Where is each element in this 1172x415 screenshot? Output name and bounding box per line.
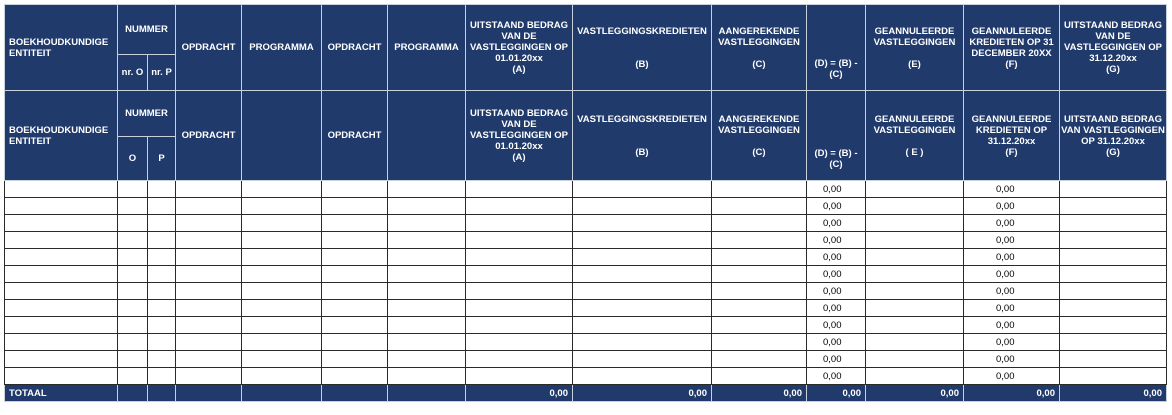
table-cell[interactable] (466, 300, 573, 317)
table-cell[interactable] (1060, 368, 1167, 385)
table-cell[interactable] (148, 351, 176, 368)
table-cell[interactable] (148, 368, 176, 385)
table-cell[interactable] (866, 351, 964, 368)
header2-col-g: UITSTAAND BEDRAG VAN VASTLEGGINGEN OP 31.12.20xx (G) (1060, 91, 1167, 181)
table-row (5, 283, 1167, 300)
header-col-e: GEANNULEERDE VASTLEGGINGEN (E) (866, 5, 964, 91)
header-col-g: UITSTAAND BEDRAG VAN DE VASTLEGGINGEN OP 31.12.20xx (G) (1060, 5, 1167, 91)
header-entity: BOEKHOUDKUNDIGE ENTITEIT (5, 5, 118, 91)
table-cell[interactable] (322, 300, 388, 317)
cell-f[interactable]: 0,00 (964, 334, 1060, 351)
table-cell[interactable] (388, 368, 466, 385)
header-col-d: (D) = (B) - (C) (807, 5, 866, 91)
table-cell[interactable] (242, 351, 322, 368)
table-cell[interactable] (5, 317, 118, 334)
table-cell[interactable] (5, 198, 118, 215)
table-cell[interactable] (242, 198, 322, 215)
table-cell[interactable] (322, 232, 388, 249)
total-f: 0,00 (964, 385, 1060, 402)
table-cell[interactable] (118, 215, 148, 232)
table-cell[interactable] (242, 317, 322, 334)
table-row (5, 317, 1167, 334)
table-cell[interactable] (712, 215, 807, 232)
table-cell[interactable] (712, 198, 807, 215)
table-cell[interactable] (573, 266, 712, 283)
cell-d[interactable]: 0,00 (807, 334, 866, 351)
table-cell[interactable] (322, 215, 388, 232)
table-cell[interactable] (466, 232, 573, 249)
table-cell[interactable] (148, 215, 176, 232)
header-nummer: NUMMER (118, 5, 176, 55)
table-cell[interactable] (573, 368, 712, 385)
table-cell[interactable] (388, 198, 466, 215)
table-cell[interactable] (176, 351, 242, 368)
table-cell[interactable] (866, 300, 964, 317)
table-cell[interactable] (573, 215, 712, 232)
table-row (5, 181, 1167, 198)
table-cell[interactable] (466, 181, 573, 198)
table-cell[interactable] (176, 283, 242, 300)
header2-opdracht-2: OPDRACHT (322, 91, 388, 181)
table-cell[interactable] (176, 232, 242, 249)
table-cell[interactable] (466, 215, 573, 232)
table-cell[interactable] (573, 181, 712, 198)
table-cell[interactable] (322, 368, 388, 385)
table-row (5, 249, 1167, 266)
table-cell[interactable] (1060, 266, 1167, 283)
table-cell[interactable] (388, 334, 466, 351)
table-cell[interactable] (866, 368, 964, 385)
cell-f[interactable]: 0,00 (964, 232, 1060, 249)
header2-p: P (148, 137, 176, 181)
table-cell[interactable] (322, 334, 388, 351)
table-cell[interactable] (5, 181, 118, 198)
table-cell[interactable] (118, 317, 148, 334)
table-cell[interactable] (176, 198, 242, 215)
table-cell[interactable] (712, 232, 807, 249)
table-cell[interactable] (388, 300, 466, 317)
table-row (5, 232, 1167, 249)
table-cell[interactable] (5, 300, 118, 317)
cell-d[interactable]: 0,00 (807, 215, 866, 232)
table-cell[interactable] (322, 198, 388, 215)
cell-d[interactable]: 0,00 (807, 232, 866, 249)
header2-col-c: AANGEREKENDE VASTLEGGINGEN (C) (712, 91, 807, 181)
table-cell[interactable] (466, 334, 573, 351)
cell-d[interactable]: 0,00 (807, 266, 866, 283)
table-cell[interactable] (242, 249, 322, 266)
table-cell[interactable] (118, 368, 148, 385)
table-cell[interactable] (176, 181, 242, 198)
table-cell[interactable] (866, 215, 964, 232)
header2-entity: BOEKHOUDKUNDIGE ENTITEIT (5, 91, 118, 181)
table-cell[interactable] (148, 334, 176, 351)
table-cell[interactable] (466, 283, 573, 300)
header2-blank (242, 91, 322, 181)
table-cell[interactable] (866, 249, 964, 266)
table-cell[interactable] (322, 249, 388, 266)
table-row (5, 368, 1167, 385)
header2-blank-2 (388, 91, 466, 181)
table-cell[interactable] (1060, 215, 1167, 232)
table-cell[interactable] (242, 181, 322, 198)
header-opdracht-2: OPDRACHT (322, 5, 388, 91)
table-cell[interactable] (118, 283, 148, 300)
header-nr-o: nr. O (118, 55, 148, 91)
table-cell[interactable] (176, 334, 242, 351)
table-cell[interactable] (322, 351, 388, 368)
table-row (5, 198, 1167, 215)
header-col-b: VASTLEGGINGSKREDIETEN (B) (573, 5, 712, 91)
table-cell[interactable] (573, 232, 712, 249)
table-cell[interactable] (148, 300, 176, 317)
cell-d[interactable]: 0,00 (807, 317, 866, 334)
table-cell[interactable] (242, 232, 322, 249)
cell-f[interactable]: 0,00 (964, 351, 1060, 368)
table-cell[interactable] (148, 283, 176, 300)
table-cell[interactable] (1060, 283, 1167, 300)
table-cell[interactable] (466, 368, 573, 385)
table-cell[interactable] (176, 300, 242, 317)
cell-d[interactable]: 0,00 (807, 283, 866, 300)
table-cell[interactable] (388, 351, 466, 368)
table-cell[interactable] (1060, 249, 1167, 266)
table-cell[interactable] (242, 300, 322, 317)
header2-col-d: (D) = (B) - (C) (807, 91, 866, 181)
table-cell[interactable] (118, 198, 148, 215)
header-nr-p: nr. P (148, 55, 176, 91)
table-cell[interactable] (866, 232, 964, 249)
table-cell[interactable] (148, 249, 176, 266)
table-cell[interactable] (388, 181, 466, 198)
header-col-a: UITSTAAND BEDRAG VAN DE VASTLEGGINGEN OP 01.01.20xx (A) (466, 5, 573, 91)
table-cell[interactable] (388, 215, 466, 232)
header2-nummer: NUMMER (118, 91, 176, 137)
table-cell[interactable] (1060, 351, 1167, 368)
total-e: 0,00 (866, 385, 964, 402)
table-cell[interactable] (573, 334, 712, 351)
table-cell[interactable] (242, 266, 322, 283)
table-cell[interactable] (866, 266, 964, 283)
table-cell[interactable] (466, 198, 573, 215)
cell-f[interactable]: 0,00 (964, 249, 1060, 266)
table-cell[interactable] (148, 266, 176, 283)
table-cell[interactable] (118, 249, 148, 266)
table-cell[interactable] (5, 266, 118, 283)
cell-d[interactable]: 0,00 (807, 249, 866, 266)
header-programma: PROGRAMMA (242, 5, 322, 91)
table-cell[interactable] (176, 249, 242, 266)
table-cell[interactable] (466, 266, 573, 283)
table-cell[interactable] (118, 300, 148, 317)
table-cell[interactable] (466, 317, 573, 334)
table-cell[interactable] (712, 317, 807, 334)
header-col-f: GEANNULEERDE KREDIETEN OP 31 DECEMBER 20XX (F) (964, 5, 1060, 91)
total-a: 0,00 (466, 385, 573, 402)
header2-col-e: GEANNULEERDE VASTLEGGINGEN ( E ) (866, 91, 964, 181)
table-cell[interactable] (242, 283, 322, 300)
total-c: 0,00 (712, 385, 807, 402)
table-cell[interactable] (573, 198, 712, 215)
table-cell[interactable] (866, 283, 964, 300)
total-row (5, 385, 1167, 402)
table-cell[interactable] (866, 317, 964, 334)
total-b: 0,00 (573, 385, 712, 402)
table-cell[interactable] (5, 368, 118, 385)
table-cell[interactable] (322, 266, 388, 283)
table-cell[interactable] (1060, 232, 1167, 249)
table-cell[interactable] (712, 351, 807, 368)
table-cell[interactable] (118, 266, 148, 283)
table-cell[interactable] (1060, 317, 1167, 334)
table-cell[interactable] (148, 198, 176, 215)
cell-d[interactable]: 0,00 (807, 181, 866, 198)
table-cell[interactable] (866, 334, 964, 351)
table-cell[interactable] (5, 249, 118, 266)
header2-opdracht: OPDRACHT (176, 91, 242, 181)
header-col-c: AANGEREKENDE VASTLEGGINGEN (C) (712, 5, 807, 91)
table-row (5, 266, 1167, 283)
cell-f[interactable]: 0,00 (964, 181, 1060, 198)
table-row (5, 300, 1167, 317)
table-cell[interactable] (1060, 334, 1167, 351)
table-cell[interactable] (322, 283, 388, 300)
table-cell[interactable] (573, 351, 712, 368)
table-cell[interactable] (388, 317, 466, 334)
table-cell[interactable] (118, 334, 148, 351)
table-cell[interactable] (148, 181, 176, 198)
table-cell[interactable] (712, 334, 807, 351)
table-cell[interactable] (573, 283, 712, 300)
total-label: TOTAAL (5, 385, 118, 402)
table-cell[interactable] (148, 317, 176, 334)
table-row (5, 351, 1167, 368)
table-cell[interactable] (118, 181, 148, 198)
table-cell[interactable] (242, 368, 322, 385)
table-cell[interactable] (176, 215, 242, 232)
cell-d[interactable]: 0,00 (807, 300, 866, 317)
cell-f[interactable]: 0,00 (964, 300, 1060, 317)
total-g: 0,00 (1060, 385, 1167, 402)
table-cell[interactable] (388, 249, 466, 266)
table-cell[interactable] (388, 266, 466, 283)
table-row (5, 334, 1167, 351)
table-cell[interactable] (5, 351, 118, 368)
table-cell[interactable] (866, 198, 964, 215)
table-row (5, 215, 1167, 232)
table-cell[interactable] (118, 351, 148, 368)
table-cell[interactable] (242, 334, 322, 351)
table-cell[interactable] (573, 300, 712, 317)
table-cell[interactable] (1060, 181, 1167, 198)
table-cell[interactable] (712, 181, 807, 198)
table-cell[interactable] (388, 283, 466, 300)
table-cell[interactable] (1060, 198, 1167, 215)
total-d: 0,00 (807, 385, 866, 402)
table-cell[interactable] (1060, 300, 1167, 317)
table-cell[interactable] (5, 215, 118, 232)
table-cell[interactable] (466, 249, 573, 266)
table-cell[interactable] (712, 368, 807, 385)
table-cell[interactable] (712, 249, 807, 266)
table-cell[interactable] (712, 266, 807, 283)
table-cell[interactable] (176, 317, 242, 334)
table-cell[interactable] (148, 232, 176, 249)
header2-o: O (118, 137, 148, 181)
table-cell[interactable] (176, 368, 242, 385)
table-cell[interactable] (866, 181, 964, 198)
table-cell[interactable] (712, 300, 807, 317)
cell-f[interactable]: 0,00 (964, 198, 1060, 215)
table-cell[interactable] (573, 317, 712, 334)
table-cell[interactable] (712, 283, 807, 300)
table-cell[interactable] (322, 181, 388, 198)
table-cell[interactable] (322, 317, 388, 334)
header2-col-b: VASTLEGGINGSKREDIETEN (B) (573, 91, 712, 181)
table-cell[interactable] (5, 334, 118, 351)
table-cell[interactable] (242, 215, 322, 232)
table-cell[interactable] (5, 232, 118, 249)
table-cell[interactable] (176, 266, 242, 283)
table-cell[interactable] (466, 351, 573, 368)
cell-f[interactable]: 0,00 (964, 266, 1060, 283)
cell-d[interactable]: 0,00 (807, 198, 866, 215)
table-cell[interactable] (388, 232, 466, 249)
cell-d[interactable]: 0,00 (807, 351, 866, 368)
commitments-table (4, 4, 1167, 402)
table-cell[interactable] (5, 283, 118, 300)
cell-f[interactable]: 0,00 (964, 368, 1060, 385)
header-opdracht: OPDRACHT (176, 5, 242, 91)
header2-col-a: UITSTAAND BEDRAG VAN DE VASTLEGGINGEN OP 01.01.20xx (A) (466, 91, 573, 181)
cell-f[interactable]: 0,00 (964, 215, 1060, 232)
header-programma-2: PROGRAMMA (388, 5, 466, 91)
table-cell[interactable] (118, 232, 148, 249)
header2-col-f: GEANNULEERDE KREDIETEN OP 31.12.20xx (F) (964, 91, 1060, 181)
table-cell[interactable] (573, 249, 712, 266)
cell-f[interactable]: 0,00 (964, 283, 1060, 300)
data-rows (5, 181, 1167, 385)
cell-f[interactable]: 0,00 (964, 317, 1060, 334)
cell-d[interactable]: 0,00 (807, 368, 866, 385)
